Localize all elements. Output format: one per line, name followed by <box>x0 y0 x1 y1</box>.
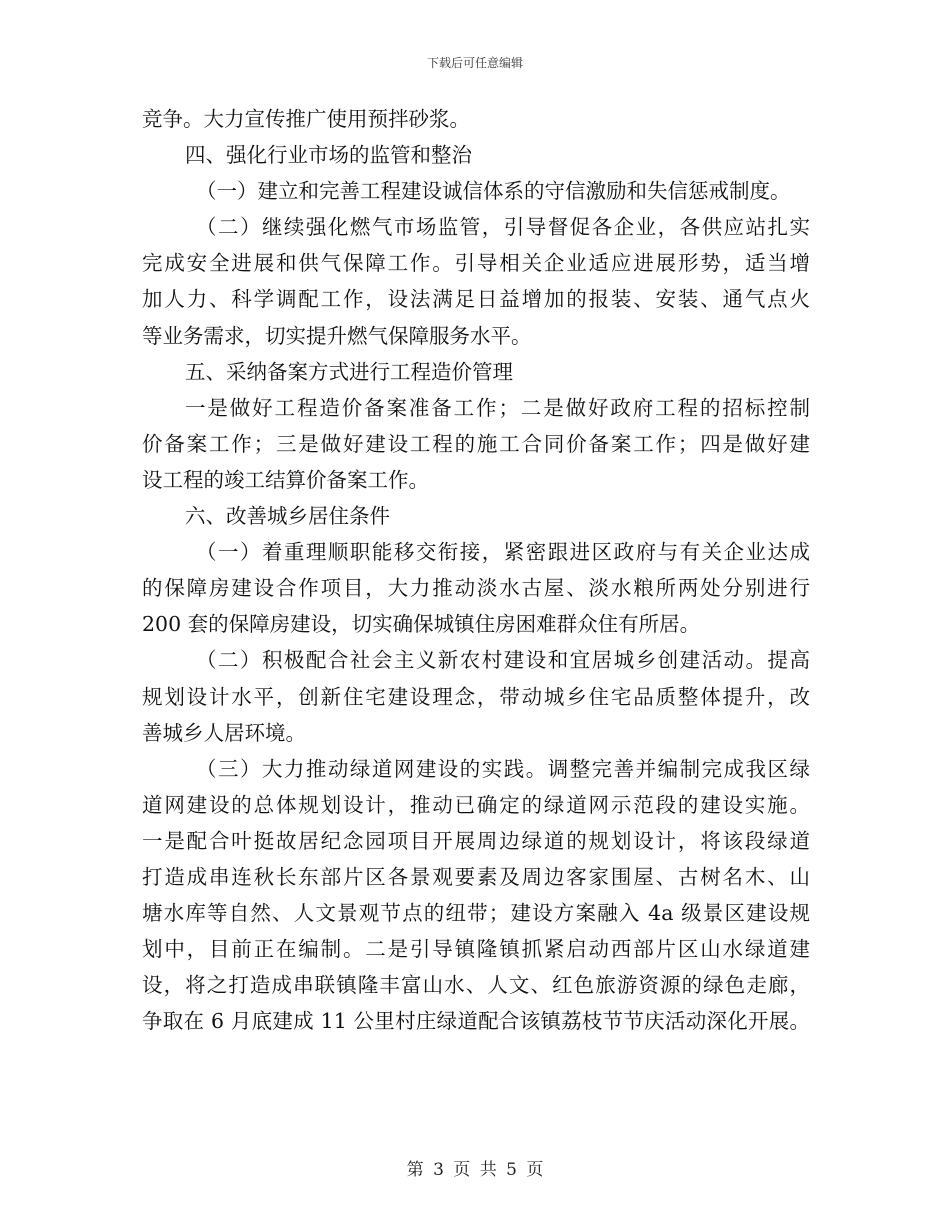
text-line: 规划设计水平，创新住宅建设理念，带动城乡住宅品质整体提升，改 <box>142 684 810 709</box>
text-line: 的保障房建设合作项目，大力推动淡水古屋、淡水粮所两处分别进行 <box>142 576 810 601</box>
text-line: （一）建立和完善工程建设诚信体系的守信激励和失信惩戒制度。 <box>196 179 791 204</box>
text-line: 五、采纳备案方式进行工程造价管理 <box>185 359 513 384</box>
document-body <box>142 101 810 1039</box>
text-line: 争取在 6 月底建成 11 公里村庄绿道配合该镇荔枝节节庆活动深化开展。 <box>142 1009 810 1034</box>
text-line: （一）着重理顺职能移交衔接，紧密跟进区政府与有关企业达成 <box>196 540 810 565</box>
text-line: 竞争。大力宣传推广使用预拌砂浆。 <box>142 107 470 131</box>
page-header: 下载后可任意编辑 <box>426 56 523 70</box>
text-line: 一是配合叶挺故居纪念园项目开展周边绿道的规划设计，将该段绿道 <box>142 828 810 853</box>
text-line: 四、强化行业市场的监管和整治 <box>185 143 472 168</box>
text-line: （二）继续强化燃气市场监管，引导督促各企业，各供应站扎实 <box>196 215 810 240</box>
text-line: （二）积极配合社会主义新农村建设和宜居城乡创建活动。提高 <box>196 648 810 673</box>
text-line: 设工程的竣工结算价备案工作。 <box>142 467 429 492</box>
text-line: 200 套的保障房建设，切实确保城镇住房困难群众住有所居。 <box>142 612 701 637</box>
text-line: 打造成串连秋长东部片区各景观要素及周边客家围屋、古树名木、山 <box>142 864 810 889</box>
text-line: 价备案工作；三是做好建设工程的施工合同价备案工作；四是做好建 <box>142 431 810 456</box>
text-line: 完成安全进展和供气保障工作。引导相关企业适应进展形势，适当增 <box>142 251 810 276</box>
text-line: 加人力、科学调配工作，设法满足日益增加的报装、安装、通气点火 <box>142 287 810 312</box>
text-line: 道网建设的总体规划设计，推动已确定的绿道网示范段的建设实施。 <box>142 792 810 817</box>
text-line: 善城乡人居环境。 <box>142 720 306 745</box>
text-line: 划中，目前正在编制。二是引导镇隆镇抓紧启动西部片区山水绿道建 <box>142 937 810 962</box>
page-number: 第 3 页 共 5 页 <box>406 1160 544 1180</box>
text-line: （三）大力推动绿道网建设的实践。调整完善并编制完成我区绿 <box>196 756 810 781</box>
text-line: 一是做好工程造价备案准备工作；二是做好政府工程的招标控制 <box>185 395 810 420</box>
text-line: 设，将之打造成串联镇隆丰富山水、人文、红色旅游资源的绿色走廊， <box>142 973 810 998</box>
text-line: 等业务需求，切实提升燃气保障服务水平。 <box>142 323 532 348</box>
text-line: 塘水库等自然、人文景观节点的纽带；建设方案融入 4a 级景区建设规 <box>142 901 810 926</box>
text-line: 六、改善城乡居住条件 <box>185 504 390 529</box>
